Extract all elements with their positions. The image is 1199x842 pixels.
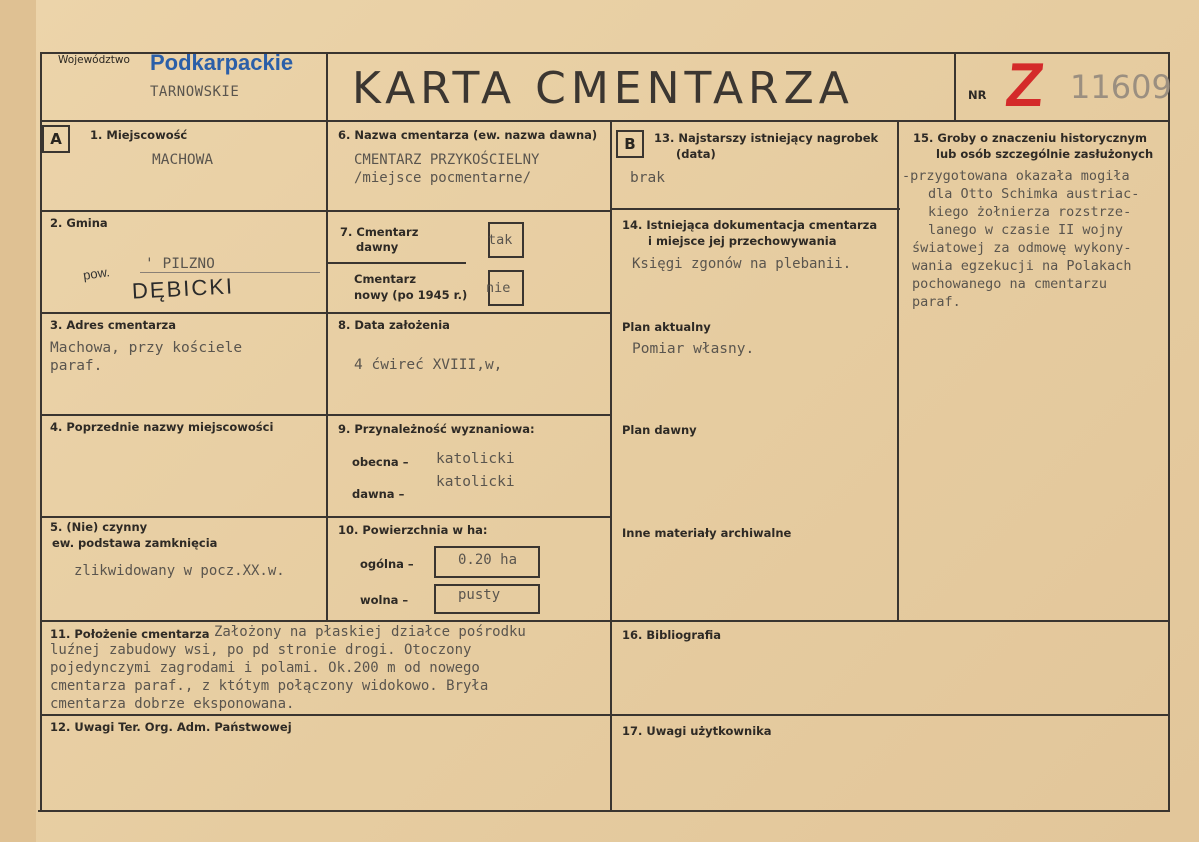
other-archives-label: Inne materiały archiwalne bbox=[622, 526, 792, 540]
field-10-total-label: ogólna – bbox=[360, 557, 414, 571]
field-11-value-line5: cmentarza dobrze eksponowana. bbox=[50, 696, 295, 712]
field-10-total-box bbox=[434, 546, 540, 578]
field-7-old-checkbox bbox=[488, 222, 524, 258]
card-left-edge bbox=[0, 0, 36, 842]
header-divider-2 bbox=[954, 52, 956, 122]
row-line-5 bbox=[40, 620, 1170, 622]
field-11-value-line4: cmentarza paraf., z któtym połączony widokowo. Bryła bbox=[50, 678, 489, 694]
field-15-value-line5: światowej za odmowę wykony- bbox=[912, 240, 1132, 256]
border-left bbox=[40, 52, 42, 812]
nr-label: NR bbox=[968, 88, 987, 102]
row-line-13-14 bbox=[610, 208, 900, 210]
nr-letter-stamp: Z bbox=[1002, 51, 1048, 120]
field-7-old-value: tak bbox=[488, 232, 513, 248]
field-4-label: 4. Poprzednie nazwy miejscowości bbox=[50, 420, 274, 434]
field-12-label: 12. Uwagi Ter. Org. Adm. Państwowej bbox=[50, 720, 292, 734]
col-divider-3 bbox=[897, 120, 899, 622]
field-3-label: 3. Adres cmentarza bbox=[50, 318, 176, 332]
field-15-value-line6: wania egzekucji na Polakach bbox=[912, 258, 1132, 274]
field-11-label: 11. Położenie cmentarza bbox=[50, 627, 210, 641]
field-15-value-line4: lanego w czasie II wojny bbox=[928, 222, 1124, 238]
field-13-label-line2: (data) bbox=[676, 147, 716, 161]
field-17-label: 17. Uwagi użytkownika bbox=[622, 724, 772, 738]
field-10-free-value: pusty bbox=[458, 587, 501, 603]
field-10-total-value: 0.20 ha bbox=[458, 552, 518, 568]
col-divider-2 bbox=[610, 120, 612, 812]
field-1-value: MACHOWA bbox=[152, 152, 214, 168]
field-10-free-label: wolna – bbox=[360, 593, 409, 607]
field-15-value-line1: -przygotowana okazała mogiła bbox=[902, 168, 1130, 184]
field-5-label-line2: ew. podstawa zamknięcia bbox=[52, 536, 218, 550]
row-line-7-split bbox=[326, 262, 466, 264]
field-13-value: brak bbox=[630, 170, 665, 186]
row-line-2 bbox=[40, 312, 612, 314]
field-15-label-line2: lub osób szczególnie zasłużonych bbox=[936, 147, 1154, 161]
field-3-value-line2: paraf. bbox=[50, 358, 103, 374]
field-13-label-line1: 13. Najstarszy istniejący nagrobek bbox=[654, 131, 879, 145]
field-9-label: 9. Przynależność wyznaniowa: bbox=[338, 422, 535, 436]
field-14-label-line2: i miejsce jej przechowywania bbox=[648, 234, 837, 248]
field-7-new-label-line2: nowy (po 1945 r.) bbox=[354, 288, 468, 302]
field-1-label: 1. Miejscowość bbox=[90, 128, 188, 142]
field-15-value-line2: dla Otto Schimka austriac- bbox=[928, 186, 1140, 202]
field-2-value: ' PILZNO bbox=[145, 256, 215, 272]
field-14-value: Księgi zgonów na plebanii. bbox=[632, 256, 852, 272]
field-16-label: 16. Bibliografia bbox=[622, 628, 722, 642]
wojewodztwo-stamp: Podkarpackie bbox=[150, 50, 294, 75]
card-title: KARTA CMENTARZA bbox=[352, 63, 854, 114]
field-7-old-label-line2: dawny bbox=[356, 240, 399, 254]
field-6-value-line2: /miejsce pocmentarne/ bbox=[354, 170, 532, 186]
plan-current-value: Pomiar własny. bbox=[632, 341, 755, 357]
plan-old-label: Plan dawny bbox=[622, 423, 697, 437]
field-15-label-line1: 15. Groby o znaczeniu historycznym bbox=[913, 131, 1148, 145]
field-9-current-value: katolicki bbox=[436, 451, 515, 467]
header-divider-1 bbox=[326, 52, 328, 122]
field-10-label: 10. Powierzchnia w ha: bbox=[338, 523, 488, 537]
field-9-current-label: obecna – bbox=[352, 455, 409, 469]
row-line-3 bbox=[40, 414, 612, 416]
field-8-value: 4 ćwireć XVIII,w, bbox=[354, 357, 503, 373]
field-10-free-box bbox=[434, 584, 540, 614]
field-14-label-line1: 14. Istniejąca dokumentacja cmentarza bbox=[622, 218, 878, 232]
field-6-label: 6. Nazwa cmentarza (ew. nazwa dawna) bbox=[338, 128, 598, 142]
field-2-pow-label: pow. bbox=[82, 264, 111, 283]
plan-current-label: Plan aktualny bbox=[622, 320, 711, 334]
field-11-value-line3: pojedynczymi zagrodami i polami. Ok.200 m od nowego bbox=[50, 660, 480, 676]
section-a-marker: A bbox=[42, 125, 70, 153]
field-7-new-checkbox bbox=[488, 270, 524, 306]
field-8-label: 8. Data założenia bbox=[338, 318, 450, 332]
field-5-value: zlikwidowany w pocz.XX.w. bbox=[74, 563, 285, 579]
field-7-new-value: nie bbox=[486, 280, 511, 296]
field-7-old-label-line1: 7. Cmentarz bbox=[340, 225, 419, 239]
wojewodztwo-label: Województwo bbox=[58, 54, 130, 66]
nr-number: 11609 bbox=[1070, 68, 1172, 106]
field-11-value-line1: Założony na płaskiej działce pośrodku bbox=[214, 624, 526, 640]
field-3-value-line1: Machowa, przy kościele bbox=[50, 340, 243, 356]
field-7-new-label-line1: Cmentarz bbox=[354, 272, 417, 286]
field-15-value-line3: kiego żołnierza rozstrze- bbox=[928, 204, 1132, 220]
col-divider-1 bbox=[326, 120, 328, 622]
header-bottom-line bbox=[40, 120, 1170, 122]
field-15-value-line7: pochowanego na cmentarzu bbox=[912, 276, 1108, 292]
row-line-1 bbox=[40, 210, 612, 212]
field-6-value-line1: CMENTARZ PRZYKOŚCIELNY bbox=[354, 152, 540, 168]
field-2-pow-value: DĘBICKI bbox=[131, 273, 235, 304]
border-right bbox=[1168, 52, 1170, 812]
field-9-former-value: katolicki bbox=[436, 474, 515, 490]
field-2-label: 2. Gmina bbox=[50, 216, 108, 230]
row-line-4 bbox=[40, 516, 612, 518]
field-15-value-line8: paraf. bbox=[912, 294, 961, 310]
field-9-former-label: dawna – bbox=[352, 487, 405, 501]
border-bottom bbox=[38, 810, 1168, 812]
field-5-label-line1: 5. (Nie) czynny bbox=[50, 520, 148, 534]
section-b-marker: B bbox=[616, 130, 644, 158]
field-11-value-line2: luźnej zabudowy wsi, po pd stronie drogi. Otoczony bbox=[50, 642, 472, 658]
row-line-6 bbox=[40, 714, 1170, 716]
wojewodztwo-old-value: TARNOWSKIE bbox=[150, 84, 240, 100]
